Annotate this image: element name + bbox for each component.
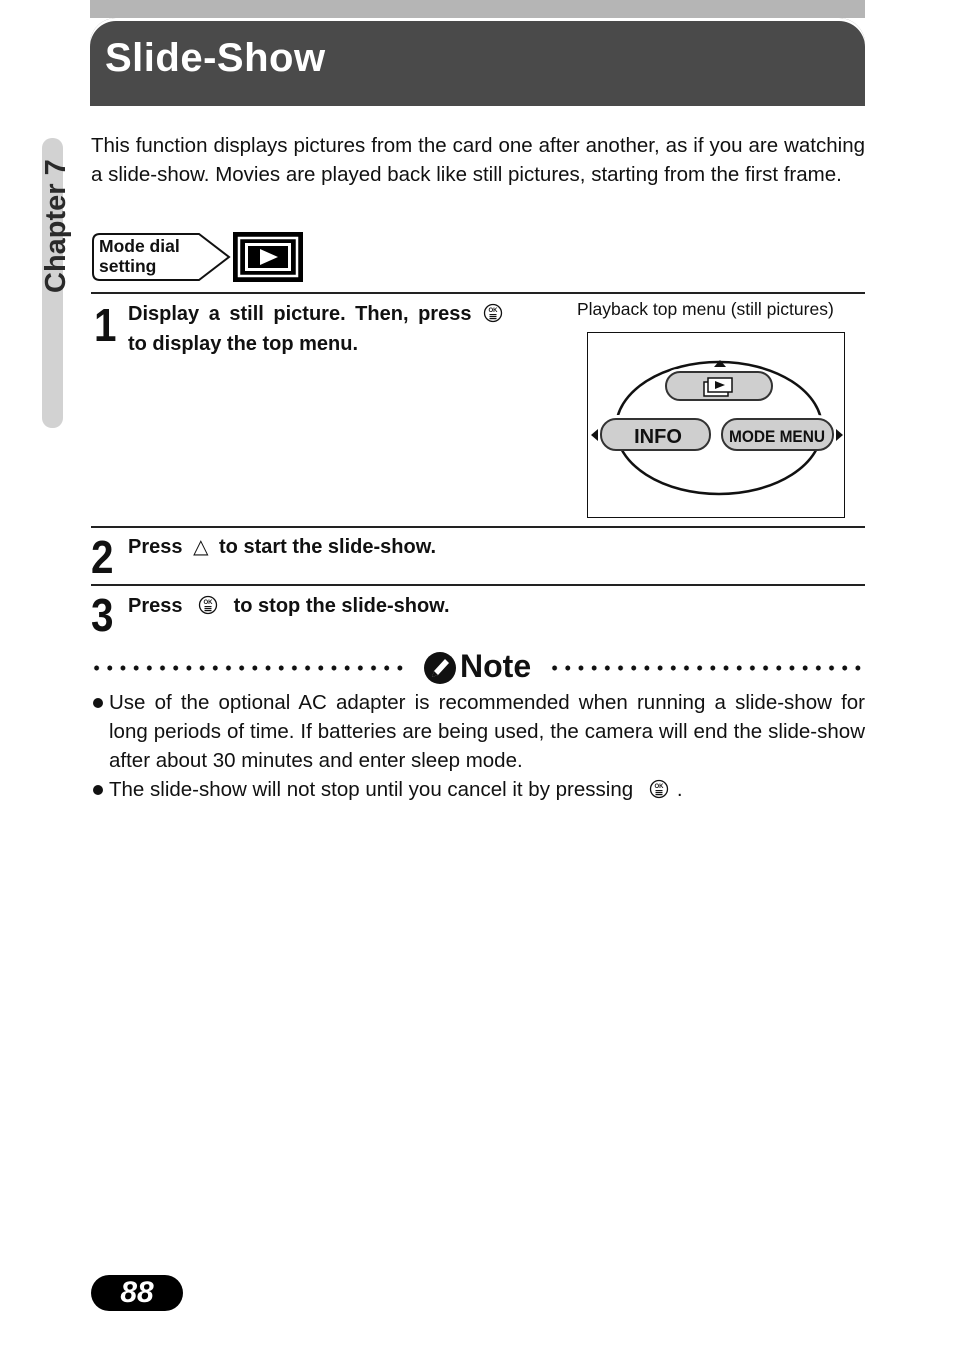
svg-text:OK: OK [654,784,664,790]
mode-menu-label: MODE MENU [729,427,825,446]
step-3-text: Press OK to stop the slide-show. [128,595,450,617]
intro-paragraph: This function displays pictures from the card one after another, as if you are watching a slide-show. Movies are played back like still pictures, starting from the first frame. [91,134,865,186]
note-item: The slide-show will not stop until you cancel it by pressing OK . [91,775,865,804]
page-number: 88 [120,1276,154,1309]
divider [91,584,865,586]
ok-button-icon [483,303,503,323]
note-header [90,648,865,688]
left-arrow-icon [591,429,598,441]
dotted-rule [548,664,865,672]
mode-dial-label: Mode dial setting [99,236,180,276]
step-1-number: 1 [94,299,115,351]
right-arrow-icon [836,429,843,441]
divider [91,526,865,528]
svg-text:OK: OK [488,308,498,314]
note-list [91,688,865,804]
note-title: Note [460,648,532,684]
header-top-band [90,0,865,18]
step-2-text: Press △ to start the slide-show. [128,536,437,558]
info-label: INFO [634,426,682,448]
screen-caption: Playback top menu (still pictures) [577,299,834,319]
playback-top-menu-screen [587,332,845,518]
note-icon [423,651,457,685]
dotted-rule [90,664,408,672]
ok-button-icon [649,779,669,799]
step-1-text: Display a still picture. Then, press OK to display the top menu. [128,299,548,359]
slideshow-icon [704,378,732,396]
up-triangle-icon: △ [193,536,209,558]
note-item: Use of the optional AC adapter is recommended when running a slide-show for long periods of time. If batteries are being used, the camera will end the slide-show after about 30 minutes and enter sleep mode. [91,688,865,775]
playback-mode-icon [233,232,303,282]
step-2-number: 2 [91,531,112,583]
svg-text:OK: OK [203,600,213,606]
ok-button-icon [198,595,218,615]
step-3-number: 3 [91,589,112,641]
divider [91,292,865,294]
page-title: Slide-Show [105,36,326,80]
